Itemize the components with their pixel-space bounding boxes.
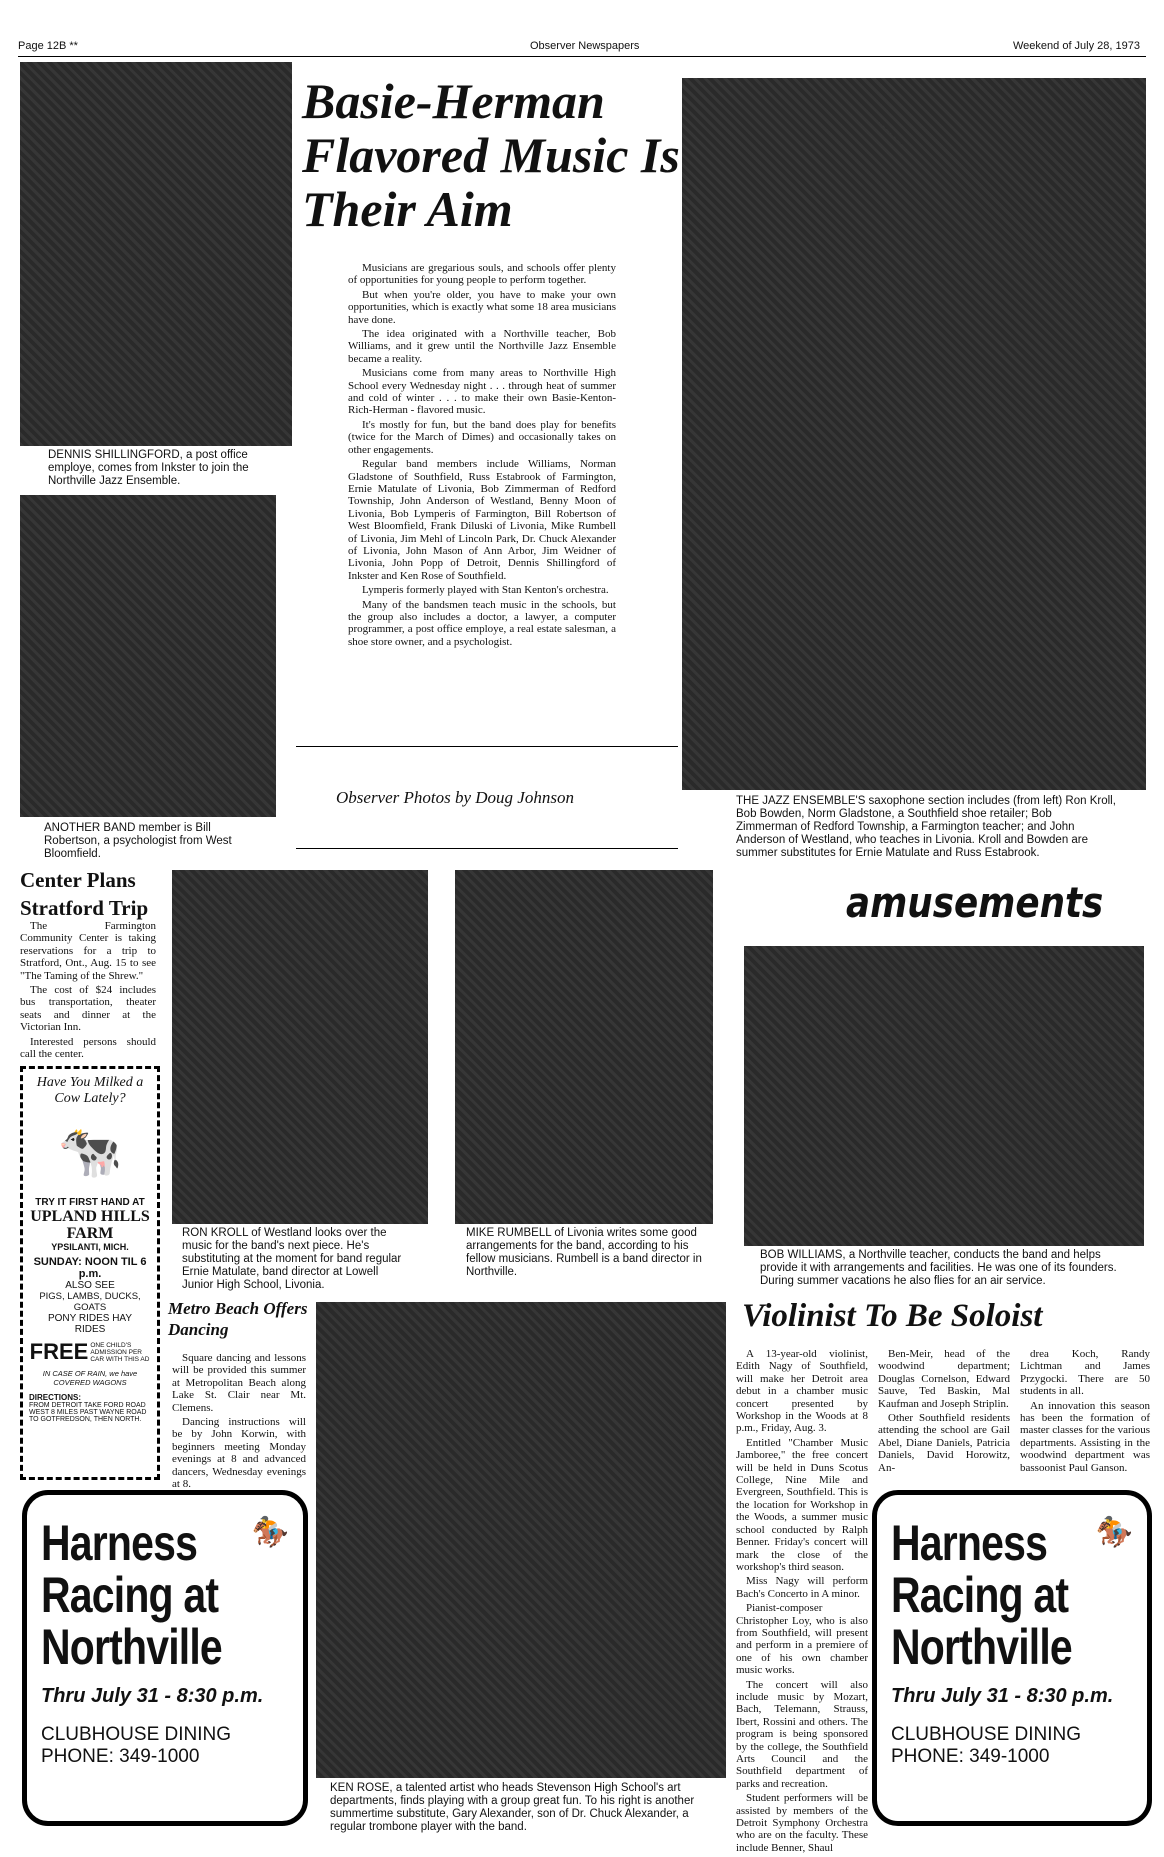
caption-kroll: RON KROLL of Westland looks over the music for the band's next piece. He's substituting at the moment for band regular Ernie Matulate, band director at Lowell Junior High School, Livonia. <box>182 1227 402 1291</box>
stratford-body <box>20 920 156 1062</box>
cow-icon: 🐄 <box>57 1123 123 1181</box>
cow-ad-free-row <box>23 1339 157 1365</box>
harness-when: Thru July 31 - 8:30 p.m. <box>891 1685 1114 1707</box>
metro-paragraph: Square dancing and lessons will be provided this summer at Metropolitan Beach along Lake St. Clair near Mt. Clemens. <box>172 1352 306 1414</box>
cow-ad-city: YPSILANTI, MICH. <box>51 1242 129 1252</box>
violinist-col3 <box>1020 1348 1150 1476</box>
story-paragraph: Regular band members include Williams, Norman Gladstone of Southfield, Russ Estabrook of Farmington, Ernie Matulate of Livonia, Bob Zimmerman of Redford Township, John Anderson of Westland, Benny Moon of Livonia, Bob Lymperis of Farmington, Bill Robertson of West Bloomfield, Frank Diluski of Livonia, Mike Rumbell of Livonia, Jim Mehl of Lincoln Park, Dr. Chuck Alexander of Livonia, John Mason of Ann Arbor, Jim Weidner of Livonia, John Popp of Detroit, Dennis Shillingford of Inkster and Ken Rose of Southfield. <box>348 458 616 582</box>
credit-rule-bottom <box>296 848 678 849</box>
violinist-paragraph: The concert will also include music by Mozart, Bach, Telemann, Strauss, Ibert, Rossini and others. The program is being sponsored by the college, the Southfield Arts Council and the Southfield department of parks and recreation. <box>736 1678 868 1790</box>
harness-phone: PHONE: 349-1000 <box>891 1746 1050 1767</box>
story-paragraph: It's mostly for fun, but the band does play for benefits (twice for the March of Dimes) and occasionally takes on other engagements. <box>348 418 616 456</box>
harness-phone: PHONE: 349-1000 <box>41 1746 200 1767</box>
cow-ad-hours: SUNDAY: NOON TIL 6 p.m. <box>33 1256 147 1280</box>
header-rule <box>18 56 1146 57</box>
harness-line3: Northville <box>891 1619 1072 1675</box>
harness-dining: CLUBHOUSE DINING <box>41 1724 232 1745</box>
main-headline: Basie-Herman Flavored Music Is Their Aim <box>302 73 680 237</box>
violinist-paragraph: drea Koch, Randy Lichtman and James Przygocki. There are 50 students in all. <box>1020 1348 1150 1398</box>
cow-ad-directions-label: DIRECTIONS: <box>29 1393 81 1402</box>
stratford-paragraph: The Farmington Community Center is taking reservations for a trip to Stratford, Ont., Aug. 15 to see "The Taming of the Shrew." <box>20 920 156 982</box>
photo-credit: Observer Photos by Doug Johnson <box>336 788 574 807</box>
harness-line3: Northville <box>41 1619 222 1675</box>
story-paragraph: Musicians are gregarious souls, and schools offer plenty of opportunities for young people to perform together. <box>348 262 616 287</box>
cow-ad-animals: PIGS, LAMBS, DUCKS, GOATS <box>39 1291 141 1313</box>
story-paragraph: The idea originated with a Northville teacher, Bob Williams, and it grew until the Northville Jazz Ensemble became a reality. <box>348 328 616 365</box>
photo-ken-rose <box>316 1302 726 1778</box>
harness-when: Thru July 31 - 8:30 p.m. <box>41 1685 264 1707</box>
amusements-label: amusements <box>846 878 1104 927</box>
photo-shillingford <box>20 62 292 446</box>
story-paragraph: Musicians come from many areas to Northville High School every Wednesday night . . . through heat of summer and cold of winter . . . to make their own Basie-Kenton-Rich-Herman - flavored music. <box>348 367 616 417</box>
violinist-paragraph: A 13-year-old violinist, Edith Nagy of Southfield, will make her Detroit area debut in a chamber music concert presented by Workshop in the Woods at 8 p.m., Friday, Aug. 3. <box>736 1348 868 1435</box>
cow-ad-tagline: Have You Milked a Cow Lately? <box>36 1075 144 1106</box>
issue-date: Weekend of July 28, 1973 <box>1013 40 1140 52</box>
metro-paragraph: Dancing instructions will be by John Korwin, with beginners meeting Monday evenings at 8 and advanced dancers, Wednesday evenings at 8. <box>172 1416 306 1491</box>
cow-ad-rain: IN CASE OF RAIN, we have COVERED WAGONS <box>42 1369 138 1387</box>
harness-racing-ad-right <box>872 1490 1152 1826</box>
violinist-paragraph: Ben-Meir, head of the woodwind department; Douglas Cornelson, Edward Sauve, Ted Baskin, Mal Kaufman and Joseph Striplin. <box>878 1348 1010 1410</box>
cow-ad-free: FREE <box>29 1339 89 1364</box>
harness-line2: Racing at <box>891 1567 1069 1623</box>
violinist-col2 <box>878 1348 1010 1476</box>
photo-kroll <box>172 870 428 1224</box>
stratford-paragraph: Interested persons should call the center. <box>20 1035 156 1061</box>
harness-racing-ad-left <box>22 1490 308 1826</box>
cow-ad-free-detail: ONE CHILD'S ADMISSION PER CAR WITH THIS AD <box>90 1341 150 1363</box>
photo-sax-section <box>682 78 1146 790</box>
metro-beach-body <box>172 1352 306 1492</box>
story-paragraph: Many of the bandsmen teach music in the schools, but the group also includes a doctor, a lawyer, a computer programmer, a post office employe, a real estate salesman, a shoe store owner, and a psychologist. <box>348 598 616 648</box>
caption-ken-rose: KEN ROSE, a talented artist who heads Stevenson High School's art departments, finds playing with a group great fun. To his right is another summertime substitute, Gary Alexander, son of Dr. Chuck Alexander, a regular trombone player with the band. <box>330 1782 695 1833</box>
caption-sax-section: THE JAZZ ENSEMBLE'S saxophone section includes (from left) Ron Kroll, Bob Bowden, Norm Gladstone, a Southfield shoe retailer; Bob Zimmerman of Redford Township, a Farmington teacher; and John Anderson of Westland, who teaches in Livonia. Kroll and Bowden are summer substitutes for Ernie Matulate and Russ Estabrook. <box>736 795 1116 859</box>
harness-line2: Racing at <box>41 1567 219 1623</box>
paper-name: Observer Newspapers <box>530 40 640 52</box>
caption-williams: BOB WILLIAMS, a Northville teacher, conducts the band and helps provide it with arrangements and facilities. He was one of its founders. During summer vacations he also flies for an air service. <box>760 1249 1117 1287</box>
caption-robertson: ANOTHER BAND member is Bill Robertson, a psychologist from West Bloomfield. <box>44 822 232 860</box>
violinist-paragraph: Miss Nagy will perform Bach's Concerto in A minor. <box>736 1575 868 1600</box>
photo-robertson <box>20 495 276 817</box>
cow-ad-directions: FROM DETROIT TAKE FORD ROAD WEST 8 MILES PAST WAYNE ROAD TO GOTFREDSON, THEN NORTH. <box>29 1402 147 1423</box>
photo-rumbell <box>455 870 713 1224</box>
upland-hills-farm-ad <box>20 1066 160 1480</box>
page-number: Page 12B ** <box>18 40 78 52</box>
horse-icon: 🏇 <box>251 1516 289 1549</box>
cow-ad-try: TRY IT FIRST HAND AT <box>35 1197 145 1208</box>
story-paragraph: Lymperis formerly played with Stan Kenton's orchestra. <box>362 584 609 597</box>
harness-line1: Harness <box>41 1515 198 1571</box>
violinist-paragraph: Pianist-composer Christopher Loy, who is also from Southfield, will present and perform in a premiere of one of his own chamber music works. <box>736 1602 868 1677</box>
credit-rule-top <box>296 746 678 747</box>
cow-ad-also: ALSO SEE <box>65 1280 115 1291</box>
cow-ad-farm: UPLAND HILLS FARM <box>30 1208 150 1242</box>
violinist-paragraph: Other Southfield residents attending the school are Gail Abel, Diane Daniels, Patricia Daniels, David Horowitz, An- <box>878 1412 1010 1474</box>
cow-ad-rides: PONY RIDES HAY RIDES <box>47 1313 133 1335</box>
main-story-body <box>348 262 616 650</box>
violinist-paragraph: An innovation this season has been the formation of master classes for the various departments. Assisting in the woodwind department was bassoonist Paul Ganson. <box>1020 1399 1150 1474</box>
photo-williams <box>744 946 1144 1246</box>
stratford-headline: Center Plans Stratford Trip <box>20 868 149 920</box>
horse-icon: 🏇 <box>1095 1516 1133 1549</box>
story-paragraph: But when you're older, you have to make your own opportunities, which is exactly what some 18 area musicians have done. <box>348 288 616 326</box>
violinist-paragraph: Student performers will be assisted by members of the Detroit Symphony Orchestra who are on the faculty. These include Benner, Shaul <box>736 1792 868 1854</box>
metro-beach-headline: Metro Beach Offers Dancing <box>168 1299 308 1339</box>
violinist-paragraph: Entitled "Chamber Music Jamboree," the free concert will be held in Duns Scotus College, Nine Mile and Evergreen, Southfield. This is the location for Workshop in the Woods, a summer music school conducted by Ralph Benner. Friday's concert will mark the close of the workshop's third season. <box>736 1436 868 1573</box>
stratford-paragraph: The cost of $24 includes bus transportation, theater seats and dinner at the Victorian Inn. <box>20 984 156 1034</box>
violinist-headline: Violinist To Be Soloist <box>742 1298 1043 1334</box>
harness-dining: CLUBHOUSE DINING <box>891 1724 1082 1745</box>
caption-shillingford: DENNIS SHILLINGFORD, a post office employe, comes from Inkster to join the Northville Jazz Ensemble. <box>48 449 249 487</box>
caption-rumbell: MIKE RUMBELL of Livonia writes some good arrangements for the band, according to his fellow musicians. Rumbell is a band director in Northville. <box>466 1227 702 1278</box>
violinist-col1 <box>736 1348 868 1856</box>
harness-line1: Harness <box>891 1515 1048 1571</box>
